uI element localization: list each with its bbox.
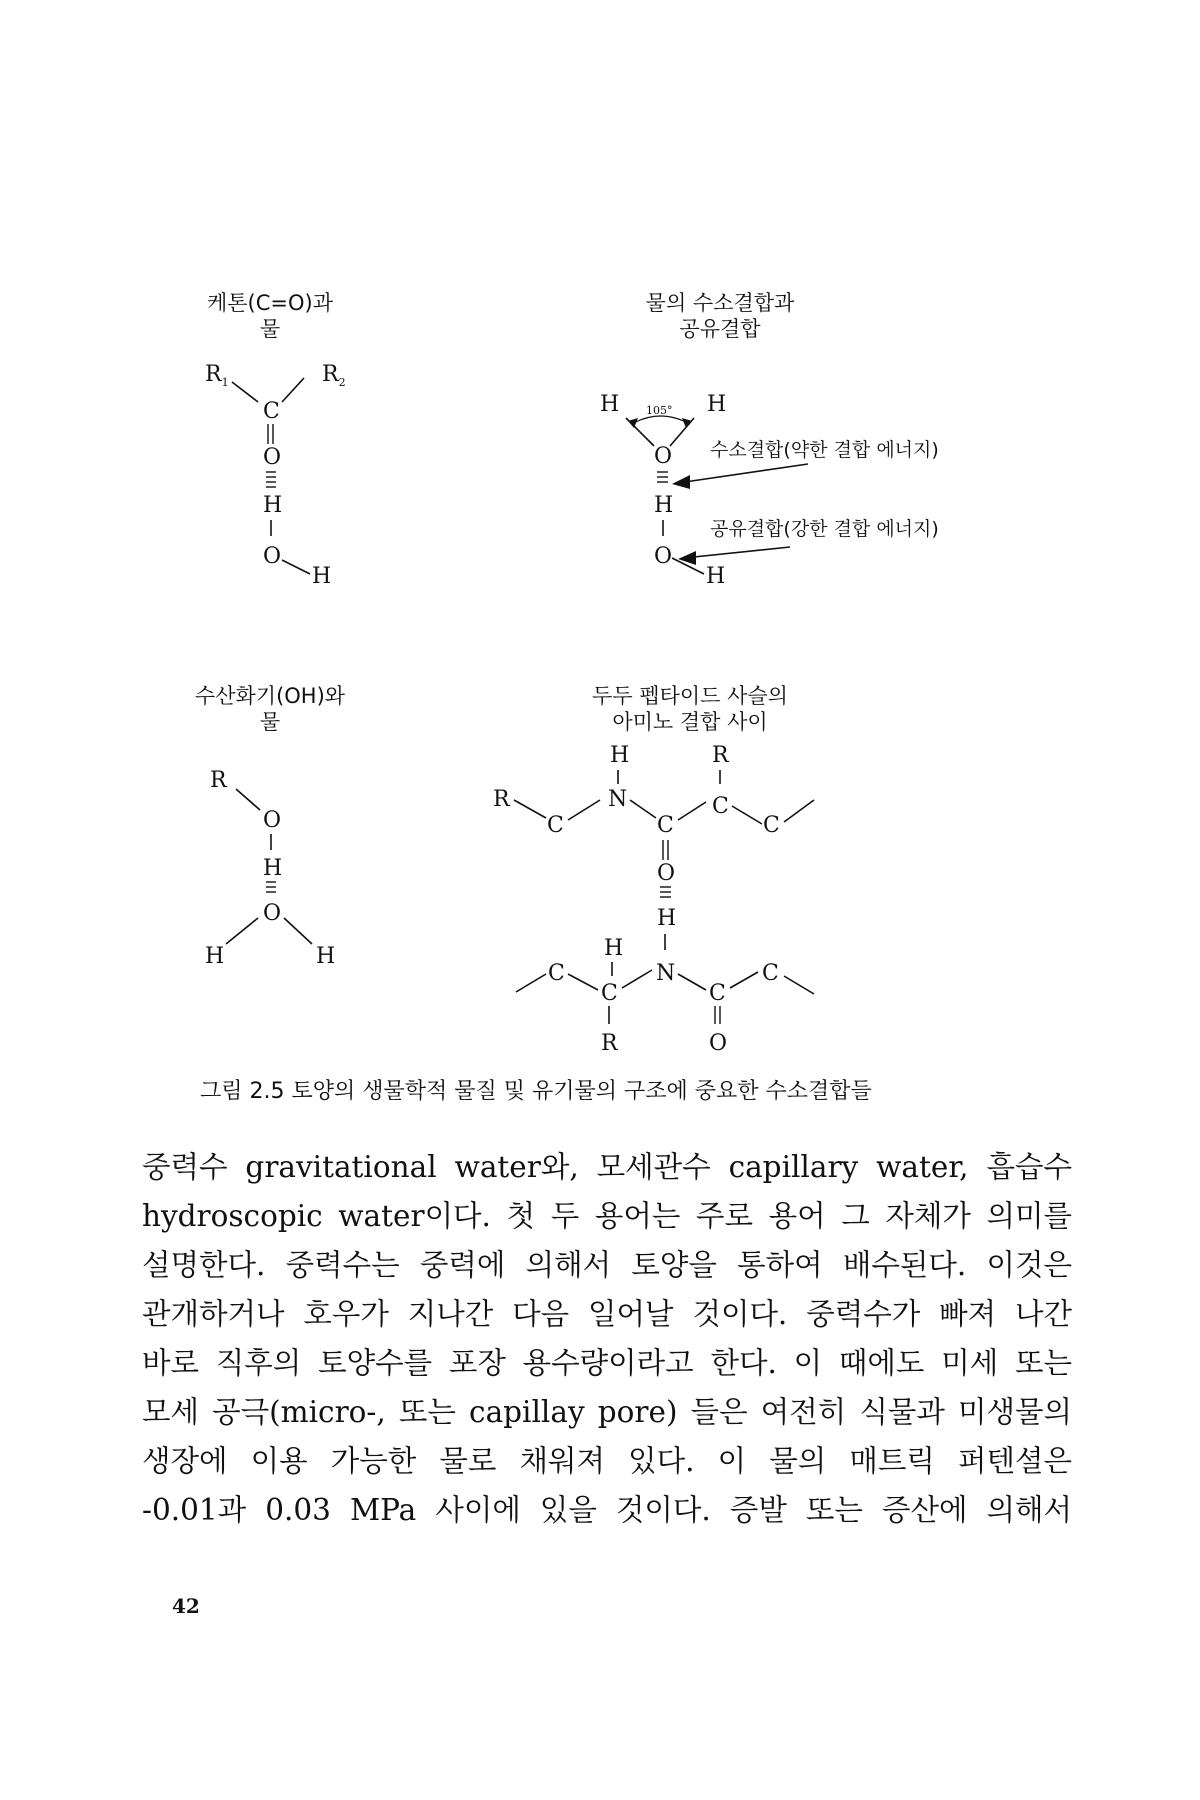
atom-h: H <box>604 936 624 961</box>
atom-h: H <box>610 743 630 768</box>
page-number: 42 <box>172 1594 200 1618</box>
water-caption-line1: 물의 수소결합과 <box>645 291 795 315</box>
atom-r: R <box>493 787 510 812</box>
atom-h: H <box>657 906 677 931</box>
atom-h: H <box>654 493 674 518</box>
peptide-caption-line1: 두두 펩타이드 사슬의 <box>592 684 788 708</box>
atom-n: N <box>656 961 676 986</box>
atom-h: H <box>707 392 727 417</box>
atom-c: C <box>763 813 780 838</box>
body-line: 생장에 이용 가능한 물로 채워져 있다. 이 물의 매트릭 퍼텐셜은 <box>142 1444 1072 1478</box>
water-structure <box>600 392 939 589</box>
body-line: 바로 직후의 토양수를 포장 용수량이라고 한다. 이 때에도 미세 또는 <box>142 1346 1072 1380</box>
atom-h: H <box>263 493 283 518</box>
body-line: 모세 공극(micro-, 또는 capillay pore) 들은 여전히 식물과 미생물의 <box>142 1395 1072 1429</box>
body-paragraph <box>142 1143 1072 1535</box>
covalent-bond-label: 공유결합(강한 결합 에너지) <box>710 518 939 540</box>
atom-c: C <box>548 961 565 986</box>
atom-o: O <box>657 861 676 886</box>
atom-c: C <box>709 981 726 1006</box>
ketone-caption-line2: 물 <box>259 317 281 341</box>
atom-c: C <box>712 794 729 819</box>
atom-r: R <box>601 1031 618 1056</box>
atom-r2: $R_2$ <box>322 362 346 389</box>
atom-c: C <box>762 961 779 986</box>
atom-h: H <box>316 944 336 969</box>
ketone-caption-line1: 케톤(C=O)과 <box>206 291 334 315</box>
hydroxyl-caption-line1: 수산화기(OH)와 <box>194 684 346 708</box>
atom-o: O <box>654 544 673 569</box>
atom-o: O <box>263 901 282 926</box>
body-line: 설명한다. 중력수는 중력에 의해서 토양을 통하여 배수된다. 이것은 <box>142 1248 1072 1282</box>
atom-o: O <box>263 808 282 833</box>
atom-r: R <box>712 743 729 768</box>
atom-h: H <box>706 564 726 589</box>
atom-c: C <box>601 981 618 1006</box>
atom-c: C <box>657 813 674 838</box>
atom-o: O <box>654 444 673 469</box>
peptide-caption-line2: 아미노 결합 사이 <box>612 710 768 734</box>
ketone-structure <box>205 362 346 589</box>
atom-r: R <box>210 768 227 793</box>
figure-caption: 그림 2.5 토양의 생물학적 물질 및 유기물의 구조에 중요한 수소결합들 <box>200 1079 872 1104</box>
water-caption-line2: 공유결합 <box>679 317 761 341</box>
atom-o: O <box>263 544 282 569</box>
bond-angle-label: 105° <box>646 404 673 417</box>
atom-h: H <box>205 944 225 969</box>
atom-n: N <box>608 787 628 812</box>
body-line: 관개하거나 호우가 지나간 다음 일어날 것이다. 중력수가 빠져 나간 <box>142 1297 1072 1331</box>
atom-h: H <box>600 392 620 417</box>
hydroxyl-structure <box>205 768 335 969</box>
atom-c: C <box>263 399 280 424</box>
hydroxyl-caption-line2: 물 <box>259 710 281 734</box>
peptide-structure <box>493 743 814 1056</box>
atom-r1: $R_1$ <box>205 362 229 389</box>
atom-o: O <box>263 445 282 470</box>
atom-c: C <box>547 813 564 838</box>
atom-h: H <box>263 856 283 881</box>
body-line: 중력수 gravitational water와, 모세관수 capillary water, 흡습수 <box>142 1150 1072 1184</box>
atom-o: O <box>709 1031 728 1056</box>
body-line: -0.01과 0.03 MPa 사이에 있을 것이다. 증발 또는 증산에 의해서 <box>142 1493 1072 1527</box>
body-line: hydroscopic water이다. 첫 두 용어는 주로 용어 그 자체가 의미를 <box>142 1199 1072 1233</box>
hydrogen-bond-label: 수소결합(약한 결합 에너지) <box>710 439 939 461</box>
atom-h: H <box>312 564 332 589</box>
